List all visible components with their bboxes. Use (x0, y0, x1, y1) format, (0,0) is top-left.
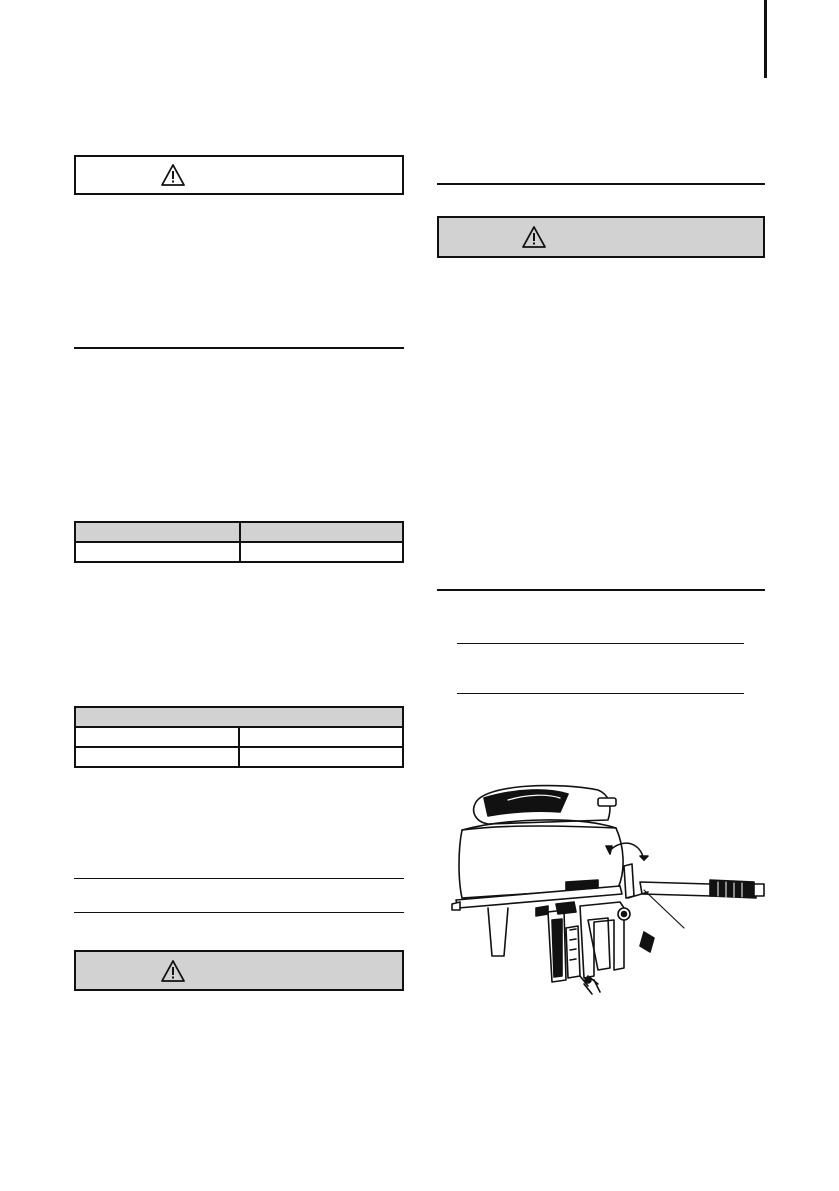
spec-table-1 (74, 521, 404, 563)
spec-table-1-header-cell-2 (240, 522, 403, 542)
warning-box-1 (74, 155, 404, 195)
spec-table-2-header-cell (75, 707, 403, 727)
section-rule-2 (74, 878, 404, 879)
warning-triangle-icon (160, 163, 186, 187)
spec-table-1-cell (240, 542, 403, 562)
table-row (75, 727, 403, 747)
section-rule-4 (437, 183, 765, 185)
note-rule-top (457, 643, 744, 644)
section-rule-1 (74, 347, 404, 349)
spec-table-2-cell (239, 747, 403, 767)
spec-table-1-header-row (75, 522, 403, 542)
spec-table-2-cell (239, 727, 403, 747)
warning-triangle-icon (521, 225, 547, 249)
warning-triangle-icon (160, 959, 186, 983)
page-edge-tab (764, 0, 767, 78)
spec-table-2-header-row (75, 707, 403, 727)
spec-table-1-cell (75, 542, 240, 562)
spec-table-2-cell (75, 727, 239, 747)
spec-table-2-cell (75, 747, 239, 767)
warning-box-2 (74, 950, 404, 991)
section-rule-3 (74, 912, 404, 913)
section-rule-5 (437, 589, 765, 591)
spec-table-1-header-cell-1 (75, 522, 240, 542)
note-rule-bottom (457, 693, 744, 694)
warning-box-3 (437, 216, 765, 258)
table-row (75, 542, 403, 562)
outboard-motor-tiller-illustration (448, 780, 774, 998)
spec-table-2 (74, 706, 404, 768)
table-row (75, 747, 403, 767)
